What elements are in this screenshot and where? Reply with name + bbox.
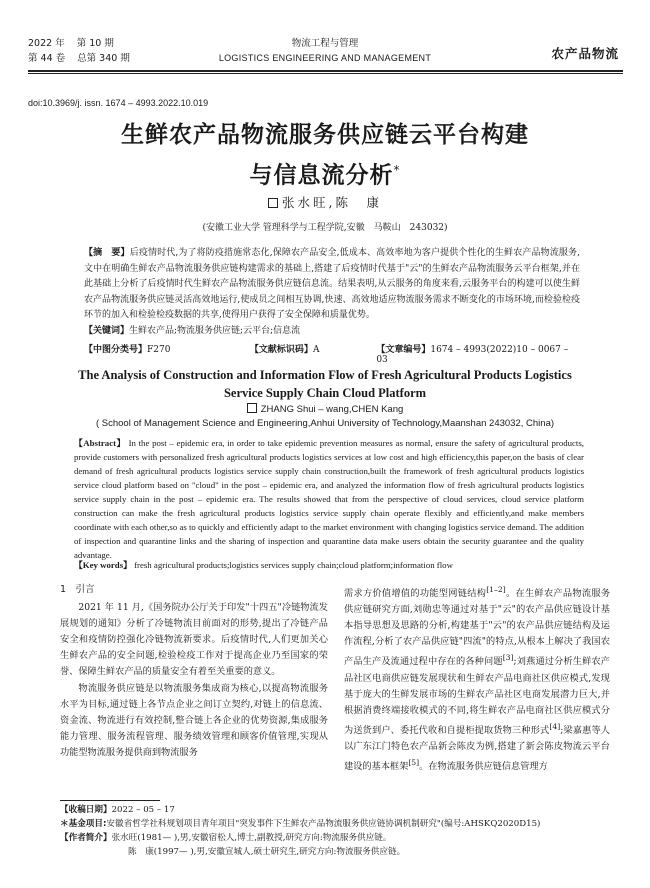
abstract-cn-label: 【摘 要】 <box>84 248 130 258</box>
title-cn-line2: 与信息流分析 <box>249 162 394 189</box>
authors-en-text: ZHANG Shui – wang,CHEN Kang <box>260 404 404 415</box>
author-bio-2: 陈 康(1997— ),男,安徽宣城人,硕士研究生,研究方向:物流服务供应链。 <box>128 847 406 857</box>
footnotes <box>60 803 620 859</box>
body-left-column <box>60 582 328 761</box>
title-en <box>60 366 590 402</box>
title-cn-line1: 生鲜农产品物流服务供应链云平台构建 <box>121 122 529 148</box>
affiliation-cn: (安徽工业大学 管理科学与工程学院,安徽 马鞍山 243032) <box>202 223 448 233</box>
author-box-icon <box>247 403 257 413</box>
article-no-label: 【文章编号】 <box>376 345 431 355</box>
section-name: 农产品物流 <box>551 46 619 61</box>
body-right-column <box>344 582 610 775</box>
keywords-en-label: 【Key words】 <box>74 560 132 570</box>
fund-label: ＊基金项目: <box>60 819 107 829</box>
authors-cn <box>0 193 650 211</box>
author-bio-1: 张水旺(1981— ),男,安徽宿松人,博士,副教授,研究方向:物流服务供应链。 <box>111 833 392 843</box>
keywords-cn-text: 生鲜农产品;物流服务供应链;云平台;信息流 <box>129 325 301 336</box>
doc-code-label: 【文献标识码】 <box>249 345 313 355</box>
affiliation-en: ( School of Management Science and Engineering,Anhui University of Technology,Maanshan 243032, China) <box>95 418 555 429</box>
received-label: 【收稿日期】 <box>60 805 112 815</box>
body-paragraph: 2021 年 11 月,《国务院办公厅关于印发"十四五"冷链物流发展规划的通知》分析了冷链物流目前面对的形势,提出了冷链产品安全和疫情防控强化冷链物流新要求。后疫情时代,人们更加关心生鲜农产品的安全问题,检验检疫工作对于提高企业乃至国家的荣誉、保障生鲜农产品的质量安全有着至关重要的意义。 <box>60 602 328 678</box>
volume-number: 第 44 卷 <box>28 53 66 64</box>
journal-name <box>210 36 440 66</box>
keywords-en <box>74 558 584 571</box>
citation-ref: [5] <box>408 758 420 768</box>
authors-en <box>0 403 650 415</box>
fund-text: 安徽省哲学社科规划项目青年项目"突发事件下生鲜农产品物流服务供应链协调机制研究"(编号:AHSKQ2020D15) <box>106 819 541 829</box>
author-box-icon <box>268 198 278 208</box>
body-text: ;梁嘉惠等人以广东江门特色农产品新会陈皮为例,搭建了新会陈皮物流云平台建设的基本框架 <box>344 724 610 773</box>
title-en-line2: Service Supply Chain Cloud Platform <box>223 386 427 400</box>
header-rule <box>28 70 623 72</box>
citation-ref: [4] <box>549 721 561 731</box>
keywords-cn-label: 【关键词】 <box>84 325 130 336</box>
footnote-rule <box>60 800 160 801</box>
title-en-line1: The Analysis of Construction and Information Flow of Fresh Agricultural Products Logistics <box>78 368 572 382</box>
issue-year: 2022 年 <box>28 38 65 49</box>
received-date: 2022 – 05 – 17 <box>111 805 175 815</box>
citation-ref: [3] <box>502 653 514 663</box>
abstract-en-label: 【Abstract】 <box>74 438 126 448</box>
total-issue: 总第 340 期 <box>77 53 130 64</box>
abstract-cn-text: 后疫情时代,为了将防疫措施常态化,保障农产品安全,低成本、高效率地为客户提供个性化的生鲜农产品物流服务,文中在明确生鲜农产品物流服务供应链构建需求的基础上,搭建了后疫情时代基于"云"的生鲜农产品物流服务云平台框架,并在此基础上分析了后疫情时代生鲜农产品物流服务供应链信息流。结果表明,从云服务的角度来看,云服务平台的构建可以使生鲜农产品物流服务供应链灵活高效地运行,使成员之间相互协调,快速、高效地适应物流服务需求不断变化的市场环境,而检验检疫环节的加入和检验检疫数据的共享,使得用户获得了安全保障和质量优势。 <box>84 248 580 320</box>
body-text: 。在生鲜农产品物流服务供应链研究方面,刘勋忠等通过对基于"云"的农产品供应链设计基本指导思想及思路的分析,构建基于"云"的农产品供应链结构及运作流程,分析了农产品供应链"四流"的特点,从根本上解决了我国农产品生产及流通过程中存在的各种问题 <box>344 588 611 668</box>
journal-name-en: LOGISTICS ENGINEERING AND MANAGEMENT <box>218 53 432 63</box>
title-footnote-mark: * <box>393 163 401 177</box>
clc-label: 【中图分类号】 <box>84 345 148 355</box>
body-text: ;刘燕通过分析生鲜农产品社区电商供应链发展现状和生鲜农产品电商社区供应模式,发现基于庞大的生鲜发展市场的生鲜农产品社区电商发展潜力巨大,并根据消费终端接收模式的不同,将生鲜农产品电商社区供应模式分为送货到户、委托代收和自提柜提取货物三种形式 <box>344 656 610 736</box>
article-no-value: 1674 – 4993(2022)10 – 0067 – 03 <box>376 345 569 365</box>
body-paragraph: 物流服务供应链是以物流服务集成商为核心,以提高物流服务水平为目标,通过链上各节点企业之间订立契约,对链上的信息流、资金流、物流进行有效控制,整合链上各企业的优势资源,集成服务能力管理、服务流程管理、服务绩效管理和顾客价值管理,实现从功能型物流服务提供商到物流服务 <box>60 682 328 758</box>
issue-info <box>28 36 130 66</box>
body-paragraph <box>344 582 610 775</box>
doc-code-value: A <box>312 345 320 355</box>
title-cn <box>0 118 650 194</box>
journal-header <box>28 36 623 82</box>
header-rule-thin <box>28 73 623 74</box>
abstract-en-text: In the post – epidemic era, in order to take epidemic prevention measures as normal, ensure the safety of agricultural products, provide customers with personalized fresh agricultural products logistics services at low cost and high efficiency,this paper,on the basis of clear demand of fresh agricultural products logistics service supply chain construction,built the framework of fresh agricultural products logistics service cloud platform based on "cloud" in the post – epidemic era, and analyzed the information flow of fresh agricultural products logistics service supply chain in the post – epidemic era. The results showed that from the perspective of cloud services, cloud service platform construction can make the fresh agricultural products logistics service supply chain operate flexibly and efficiently,and make members coordinate with each other,so as to quickly and efficiently adapt to the market environment with changing logistics service demand. The addition of inspection and quarantine links and the sharing of inspection and quarantine data make users obtain the security guarantee and the quality advantage. <box>74 438 585 560</box>
doi: doi:10.3969/j. issn. 1674 – 4993.2022.10.019 <box>28 98 209 108</box>
journal-name-cn: 物流工程与管理 <box>291 38 359 49</box>
classification-row <box>84 342 580 365</box>
abstract-en <box>74 436 584 562</box>
keywords-en-text: fresh agricultural products;logistics services supply chain;cloud platform;information flow <box>134 560 453 570</box>
body-text: 需求方价值增值的功能型网链结构 <box>344 588 487 600</box>
citation-ref: [1–2] <box>486 585 506 594</box>
issue-number: 第 10 期 <box>76 38 114 49</box>
abstract-cn <box>84 246 580 339</box>
authors-cn-text: 张水旺,陈 康 <box>282 195 382 210</box>
author-bio-label: 【作者简介】 <box>60 833 112 843</box>
body-text: 。在物流服务供应链信息管理方 <box>419 761 548 773</box>
section-heading-intro: 1 引言 <box>60 584 95 595</box>
clc-value: F270 <box>147 345 171 355</box>
